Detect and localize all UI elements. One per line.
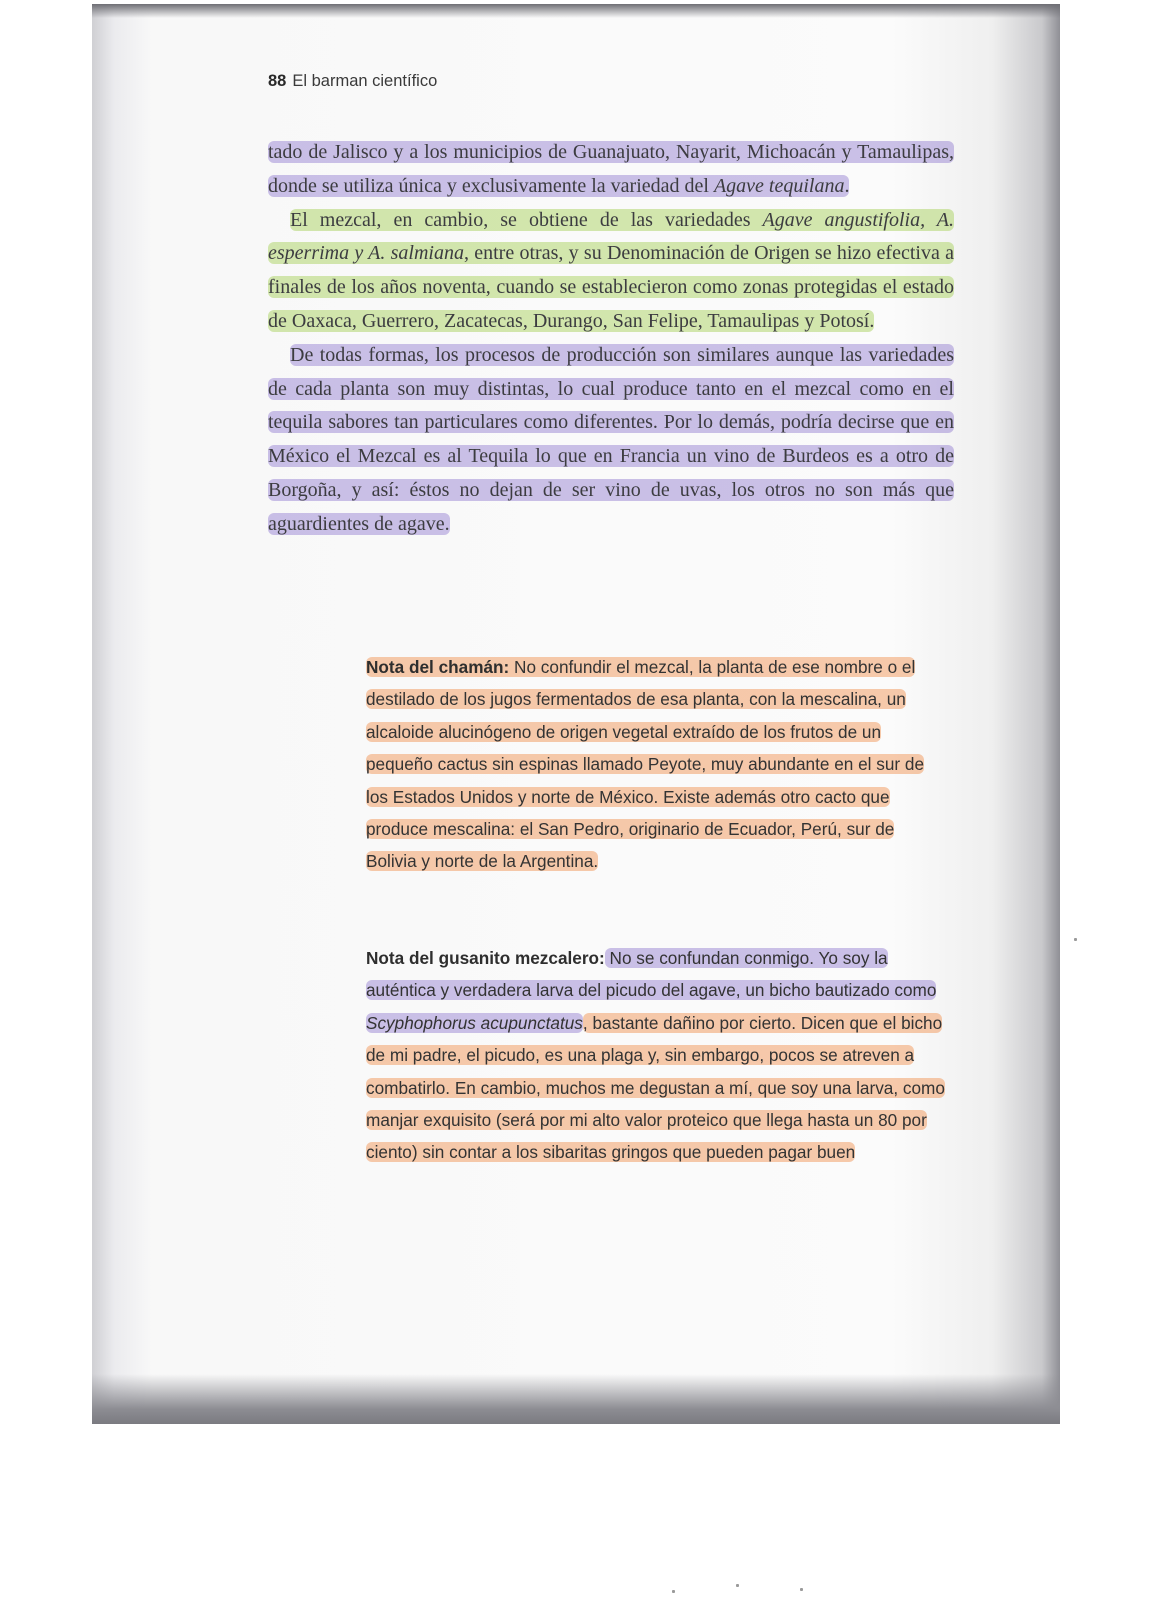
scan-speck — [736, 1584, 739, 1587]
highlight-purple: De todas formas, los procesos de producción son similares aunque las variedades de cada planta son muy distintas, lo cual produce tanto en el mezcal como en el tequila sabores tan particulares como diferentes. Por lo demás, podría decirse que en México el Mezcal es al Tequila lo que en Francia un vino de Burdeos es a otro de Borgoña, y así: éstos no dejan de ser vino de uvas, los otros no son más que aguardientes de agave. — [268, 343, 954, 535]
book-title: El barman científico — [292, 72, 438, 90]
highlight-green — [268, 209, 954, 332]
page-number: 88 — [268, 72, 287, 90]
paragraph-2-end: , entre otras, y su Denominación de Origen se hizo efectiva a finales de los años noventa, cuando se establecieron como zonas protegidas el estado de Oaxaca, Guerrero, Zacatecas, Durango, San Felipe, Tamaulipas y Potosí. — [268, 242, 954, 332]
highlight-orange — [366, 657, 924, 871]
scan-shadow — [92, 1374, 1060, 1424]
note-chaman — [366, 651, 946, 878]
paragraph-2 — [268, 204, 954, 339]
paragraph-1-end: . — [844, 174, 850, 197]
paragraph-2-text: El mezcal, en cambio, se obtiene de las variedades — [290, 208, 763, 231]
paragraph-1 — [268, 136, 954, 204]
body-text — [268, 136, 954, 542]
paragraph-3 — [268, 339, 954, 542]
paragraph-1-text: tado de Jalisco y a los municipios de Guanajuato, Nayarit, Michoacán y Tamaulipas, donde se utiliza única y exclusivamente la variedad del — [268, 141, 954, 197]
note-gusanito-text-1: No se confundan conmigo. Yo soy la auténtica y verdadera larva del picudo del agave, un bicho bautizado como — [366, 948, 937, 1001]
scan-speck — [672, 1590, 675, 1593]
running-head — [268, 72, 437, 91]
note-gusanito-italic: Scyphophorus acupunctatus — [366, 1012, 583, 1033]
paragraph-1-italic: Agave tequilana — [713, 174, 845, 197]
highlight-purple — [268, 141, 954, 197]
scanned-book-page — [92, 4, 1060, 1424]
highlight-orange: , bastante dañino por cierto. Dicen que el bicho de mi padre, el picudo, es una plaga y, sin embargo, pocos se atreven a combatirlo. En cambio, muchos me degustan a mí, que soy una larva, como manjar exquisito (será por mi alto valor proteico que llega hasta un 80 por ciento) sin contar a los sibaritas gringos que pueden pagar buen — [366, 1012, 945, 1163]
note-chaman-label: Nota del chamán: — [366, 657, 510, 677]
scan-speck — [1074, 938, 1077, 941]
note-chaman-text: No confundir el mezcal, la planta de ese nombre o el destilado de los jugos fermentados de esa planta, con la mescalina, un alcaloide alucinógeno de origen vegetal extraído de los frutos de un pequeño cactus sin espinas llamado Peyote, muy abundante en el sur de los Estados Unidos y norte de México. Existe además otro cacto que produce mescalina: el San Pedro, originario de Ecuador, Perú, sur de Bolivia y norte de la Argentina. — [366, 657, 925, 872]
scan-speck — [800, 1588, 803, 1591]
note-gusanito — [366, 942, 946, 1169]
note-gusanito-label: Nota del gusanito mezcalero: — [366, 948, 605, 968]
paragraph-2-italic: Agave angustifolia, A. esperrima y A. salmiana — [268, 208, 954, 265]
